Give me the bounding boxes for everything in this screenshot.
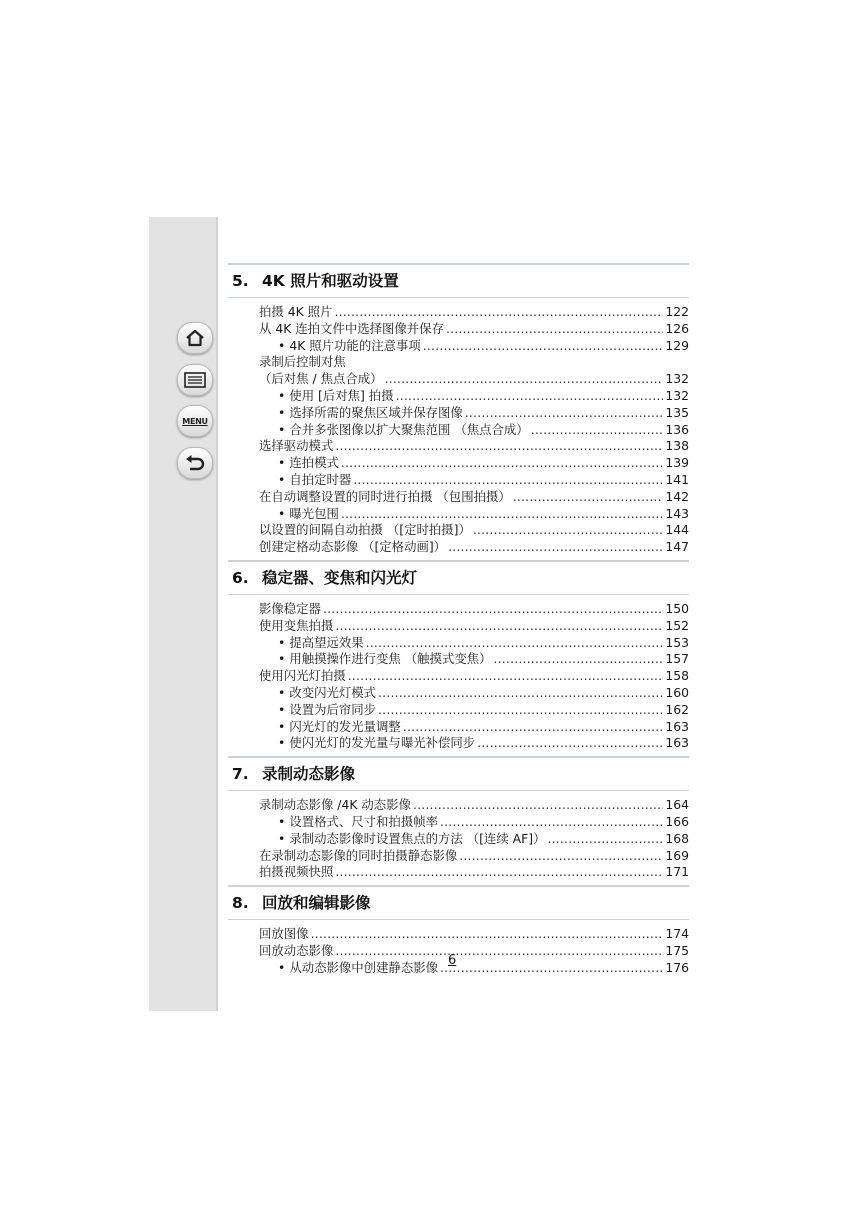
entry-page: 126 xyxy=(665,320,689,336)
entry-page: 160 xyxy=(665,684,689,700)
leader-dots xyxy=(385,371,664,388)
entry-label: • 4K 照片功能的注意事项 xyxy=(289,337,421,353)
entry-label: 使用变焦拍摄 xyxy=(259,617,334,633)
toc-subentry[interactable] xyxy=(228,960,689,977)
entry-label: 回放动态影像 xyxy=(259,942,334,958)
toc-subentry[interactable] xyxy=(228,685,689,702)
back-button[interactable] xyxy=(177,447,213,479)
leader-dots xyxy=(396,388,664,405)
leader-dots xyxy=(440,814,663,831)
entry-page: 152 xyxy=(665,617,689,633)
section-underline xyxy=(228,790,689,791)
entry-page: 166 xyxy=(665,813,689,829)
toc-entry[interactable] xyxy=(228,321,689,338)
section-underline xyxy=(228,297,689,298)
entry-page: 129 xyxy=(665,337,689,353)
toc-entry[interactable] xyxy=(228,438,689,455)
toc-subentry[interactable] xyxy=(228,388,689,405)
entry-label: 影像稳定器 xyxy=(259,600,321,616)
toc-entry[interactable] xyxy=(228,797,689,814)
toc-subentry[interactable] xyxy=(228,338,689,355)
entry-page: 136 xyxy=(665,421,689,437)
section-title: 4K 照片和驱动设置 xyxy=(262,272,399,290)
leader-dots xyxy=(341,506,663,523)
leader-dots xyxy=(473,522,663,539)
entry-page: 158 xyxy=(665,668,689,684)
contents-button[interactable] xyxy=(177,364,213,396)
entry-page: 138 xyxy=(665,438,689,454)
leader-dots xyxy=(311,926,664,943)
leader-dots xyxy=(446,321,663,338)
toc-subentry[interactable] xyxy=(228,719,689,736)
leader-dots xyxy=(440,960,663,977)
entry-label: • 设置格式、尺寸和拍摄帧率 xyxy=(289,813,438,829)
leader-dots xyxy=(477,735,663,752)
leader-dots xyxy=(448,539,663,556)
leader-dots xyxy=(423,338,664,355)
entry-page: 135 xyxy=(665,404,689,420)
section-underline xyxy=(228,594,689,595)
entry-page: 122 xyxy=(665,304,689,319)
entry-label: 使用闪光灯拍摄 xyxy=(259,668,346,684)
entry-label: • 连拍模式 xyxy=(289,455,339,471)
entry-page: 163 xyxy=(665,735,689,751)
section-number: 8. xyxy=(232,894,249,913)
entry-label: 拍摄视频快照 xyxy=(259,864,334,880)
leader-dots xyxy=(335,618,663,635)
entry-label: • 曝光包围 xyxy=(289,505,339,521)
section-number: 6. xyxy=(232,568,249,587)
entry-page: 174 xyxy=(665,926,689,942)
entry-label: 以设置的间隔自动拍摄 （[定时拍摄]） xyxy=(259,522,471,538)
toc-subentry[interactable] xyxy=(228,702,689,719)
contents-list-icon xyxy=(184,372,206,388)
entry-label: 拍摄 4K 照片 xyxy=(259,304,333,319)
entry-page: 168 xyxy=(665,830,689,846)
entry-label: • 设置为后帘同步 xyxy=(289,701,377,717)
entry-page: 144 xyxy=(665,522,689,538)
leader-dots xyxy=(513,489,664,506)
toc-entry[interactable] xyxy=(228,304,689,321)
sidebar-edge xyxy=(216,217,218,1011)
section-heading[interactable] xyxy=(228,562,689,594)
menu-label: MENU xyxy=(182,416,208,426)
section-heading[interactable] xyxy=(228,758,689,790)
entry-list xyxy=(228,926,689,976)
entry-label: 录制后控制对焦 xyxy=(259,354,346,370)
entry-label: 在自动调整设置的同时进行拍摄 （包围拍摄） xyxy=(259,488,511,504)
toc-subentry[interactable] xyxy=(228,405,689,422)
entry-label: • 闪光灯的发光量调整 xyxy=(289,718,401,734)
toc-subentry[interactable] xyxy=(228,635,689,652)
toc-entry[interactable] xyxy=(228,601,689,618)
toc-entry[interactable] xyxy=(228,668,689,685)
section-title: 稳定器、变焦和闪光灯 xyxy=(262,568,418,587)
entry-page: 164 xyxy=(665,797,689,813)
leader-dots xyxy=(323,601,663,618)
toc-subentry[interactable] xyxy=(228,422,689,439)
page-number[interactable]: 6 xyxy=(448,953,457,968)
toc-subentry[interactable] xyxy=(228,814,689,831)
table-of-contents xyxy=(228,263,689,981)
toc-subentry[interactable] xyxy=(228,735,689,752)
entry-label: • 录制动态影像时设置焦点的方法 （[连续 AF]） xyxy=(289,830,546,846)
toc-section xyxy=(228,263,689,556)
section-title: 录制动态影像 xyxy=(262,765,356,784)
toc-section xyxy=(228,885,689,976)
entry-label: • 提高望远效果 xyxy=(289,634,364,650)
entry-page: 171 xyxy=(665,864,689,880)
menu-button[interactable] xyxy=(177,405,213,437)
entry-page: 147 xyxy=(665,539,689,555)
entry-page: 162 xyxy=(665,701,689,717)
toc-entry[interactable] xyxy=(228,848,689,865)
entry-label: • 使用 [后对焦] 拍摄 xyxy=(289,387,394,403)
entry-page: 169 xyxy=(665,847,689,863)
leader-dots xyxy=(548,831,664,848)
leader-dots xyxy=(366,635,664,652)
leader-dots xyxy=(378,685,663,702)
entry-label: • 从动态影像中创建静态影像 xyxy=(289,959,438,975)
section-underline xyxy=(228,919,689,920)
toc-entry[interactable] xyxy=(228,926,689,943)
home-icon xyxy=(185,329,205,347)
entry-page: 143 xyxy=(665,505,689,521)
section-number: 7. xyxy=(232,765,249,784)
toc-entry[interactable] xyxy=(228,522,689,539)
leader-dots xyxy=(353,472,663,489)
toc-entry[interactable] xyxy=(228,618,689,635)
home-button[interactable] xyxy=(177,322,213,354)
entry-page: 176 xyxy=(665,959,689,975)
leader-dots xyxy=(335,864,663,881)
section-title: 回放和编辑影像 xyxy=(262,894,371,913)
leader-dots xyxy=(465,405,664,422)
toc-entry[interactable] xyxy=(228,943,689,960)
return-arrow-icon xyxy=(185,454,205,472)
entry-label: • 合并多张图像以扩大聚焦范围 （焦点合成） xyxy=(289,421,529,437)
toc-subentry[interactable] xyxy=(228,455,689,472)
toc-entry[interactable] xyxy=(228,371,689,388)
toc-subentry[interactable] xyxy=(228,831,689,848)
entry-list xyxy=(228,304,689,556)
leader-dots xyxy=(335,943,663,960)
toc-entry[interactable] xyxy=(228,864,689,881)
entry-label: • 自拍定时器 xyxy=(289,471,352,487)
leader-dots xyxy=(459,848,663,865)
leader-dots xyxy=(531,422,664,439)
entry-page: 175 xyxy=(665,942,689,958)
toc-subentry[interactable] xyxy=(228,651,689,668)
entry-page: 142 xyxy=(665,488,689,504)
entry-label: • 用触摸操作进行变焦 （触摸式变焦） xyxy=(289,651,492,667)
leader-dots xyxy=(334,304,663,321)
entry-page: 132 xyxy=(665,371,689,387)
toc-entry[interactable] xyxy=(228,354,689,371)
entry-label: • 使闪光灯的发光量与曝光补偿同步 xyxy=(289,735,476,751)
entry-page: 150 xyxy=(665,600,689,616)
entry-label: • 选择所需的聚焦区域并保存图像 xyxy=(289,404,463,420)
entry-page: 163 xyxy=(665,718,689,734)
entry-page: 157 xyxy=(665,651,689,667)
leader-dots xyxy=(348,668,664,685)
entry-label: 在录制动态影像的同时拍摄静态影像 xyxy=(259,847,458,863)
entry-list xyxy=(228,797,689,881)
toc-subentry[interactable] xyxy=(228,472,689,489)
entry-label: 录制动态影像 /4K 动态影像 xyxy=(259,797,411,813)
toc-section xyxy=(228,756,689,881)
toc-entry[interactable] xyxy=(228,489,689,506)
toc-section xyxy=(228,560,689,752)
toc-entry[interactable] xyxy=(228,539,689,556)
leader-dots xyxy=(341,455,663,472)
entry-label: （后对焦 / 焦点合成） xyxy=(259,371,383,387)
entry-page: 153 xyxy=(665,634,689,650)
toc-subentry[interactable] xyxy=(228,506,689,523)
leader-dots xyxy=(403,719,664,736)
entry-page: 141 xyxy=(665,471,689,487)
entry-list xyxy=(228,601,689,752)
leader-dots xyxy=(378,702,663,719)
entry-page: 139 xyxy=(665,455,689,471)
section-heading[interactable] xyxy=(228,265,689,297)
leader-dots xyxy=(494,651,664,668)
leader-dots xyxy=(335,438,663,455)
entry-label: 从 4K 连拍文件中选择图像并保存 xyxy=(259,320,444,336)
entry-label: 创建定格动态影像 （[定格动画]） xyxy=(259,539,447,555)
section-number: 5. xyxy=(232,272,249,290)
leader-dots xyxy=(413,797,663,814)
entry-label: • 改变闪光灯模式 xyxy=(289,684,377,700)
entry-page: 132 xyxy=(665,387,689,403)
entry-label: 回放图像 xyxy=(259,926,309,942)
section-heading[interactable] xyxy=(228,887,689,919)
entry-label: 选择驱动模式 xyxy=(259,438,334,454)
